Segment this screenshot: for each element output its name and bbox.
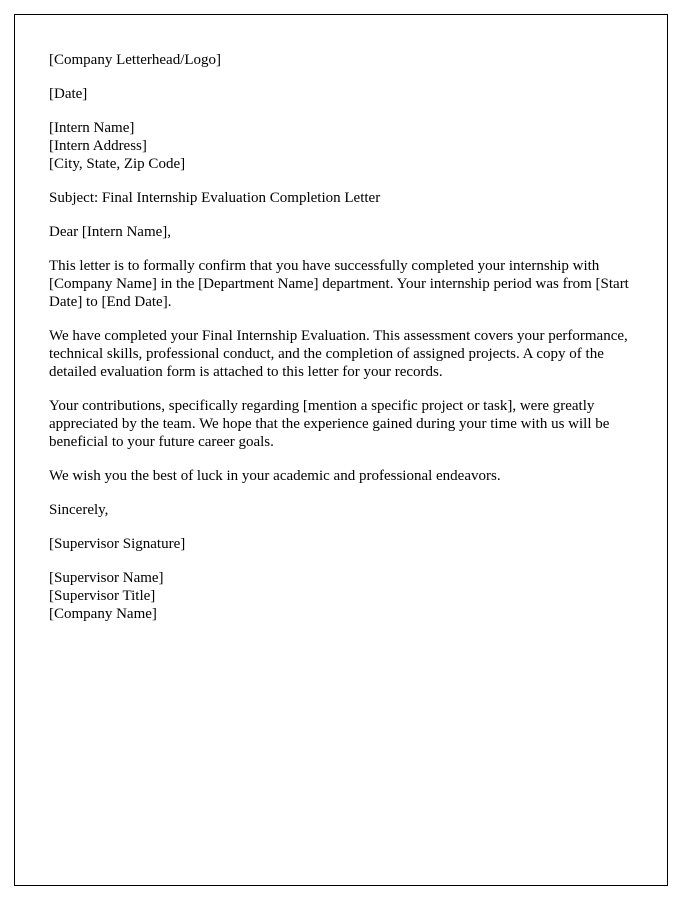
body-paragraph-3: Your contributions, specifically regarding [mention a specific project or task], were greatly appreciated by the team. We hope that the experience gained during your time with us will be beneficial to your future career goals. [49, 398, 610, 450]
letter-page [14, 14, 668, 886]
signoff-block [49, 569, 631, 623]
letterhead-text: [Company Letterhead/Logo] [49, 52, 222, 68]
subject-line: Subject: Final Internship Evaluation Completion Letter [49, 190, 381, 206]
supervisor-name: [Supervisor Name] [49, 570, 164, 586]
date-text: [Date] [49, 86, 88, 102]
recipient-city-state-zip: [City, State, Zip Code] [49, 156, 186, 172]
date-block [49, 85, 631, 103]
recipient-name: [Intern Name] [49, 120, 135, 136]
recipient-address: [Intern Address] [49, 138, 147, 154]
body-paragraph-1: This letter is to formally confirm that you have successfully completed your internship with [Company Name] in the [Department Name] department. Your internship period was from [Start Date] to [End Date]. [49, 258, 629, 310]
salutation: Dear [Intern Name], [49, 224, 172, 240]
letter-content [49, 51, 631, 623]
closing: Sincerely, [49, 502, 109, 518]
body-paragraph-4: We wish you the best of luck in your academic and professional endeavors. [49, 468, 501, 484]
signature-placeholder: [Supervisor Signature] [49, 536, 186, 552]
body-paragraph-2: We have completed your Final Internship Evaluation. This assessment covers your performance, technical skills, professional conduct, and the completion of assigned projects. A copy of the detailed evaluation form is attached to this letter for your records. [49, 328, 628, 380]
letterhead-placeholder [49, 51, 631, 69]
company-name: [Company Name] [49, 606, 157, 622]
supervisor-title: [Supervisor Title] [49, 588, 156, 604]
recipient-address-block [49, 119, 631, 173]
